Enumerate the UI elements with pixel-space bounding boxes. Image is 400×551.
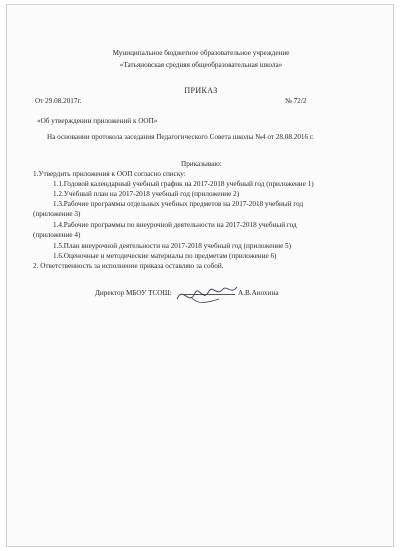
org-line-1: Муниципальное бюджетное образовательное учреждение (112, 49, 290, 57)
document-page (6, 4, 394, 547)
item-1-3-line-2: (приложение 3) (33, 210, 81, 218)
item-1-1: 1.1.Годовой календарный учебный график на 2017-2018 учебный год (приложение 1) (53, 180, 314, 188)
item-1-4-line-2: (приложение 4) (33, 231, 81, 239)
signature-position: Директор МБОУ ТСОШ: (95, 289, 172, 297)
item-1-4-line-1: 1.4.Рабочие программы по внеурочной деятельности на 2017-2018 учебный год (53, 221, 297, 229)
order-date: От 29.08.2017г. (35, 97, 82, 105)
handwritten-signature (167, 277, 247, 317)
item-1-5: 1.5.План внеурочной деятельности на 2017-2018 учебный год (приложение 5) (53, 242, 292, 250)
order-number: № 72/2 (285, 97, 307, 105)
item-1-2: 1.2.Учебный план на 2017-2018 учебный год (приложение 2) (53, 190, 240, 198)
item-1-6: 1.6.Оценочные и методические материалы по предметам (приложение 6) (53, 252, 277, 260)
signature-name: А.В.Анохина (238, 289, 279, 297)
order-title: ПРИКАЗ (184, 86, 218, 95)
order-word: Приказываю: (181, 160, 222, 168)
item-1-3-line-1: 1.3.Рабочие программы отдельных учебных предметов на 2017-2018 учебный год (53, 200, 304, 208)
order-basis: На основании протокола заседания Педагогического Совета школы №4 от 28.08.2016 г. (47, 133, 314, 141)
org-line-2: «Татьяновская средняя общеобразовательная школа» (119, 61, 283, 69)
item-1: 1.Утвердить приложения к ООП согласно списку: (33, 170, 186, 178)
order-subject: «Об утверждении приложений к ООП» (37, 117, 158, 125)
item-2: 2. Ответственность за исполнение приказа оставляю за собой. (33, 262, 224, 270)
